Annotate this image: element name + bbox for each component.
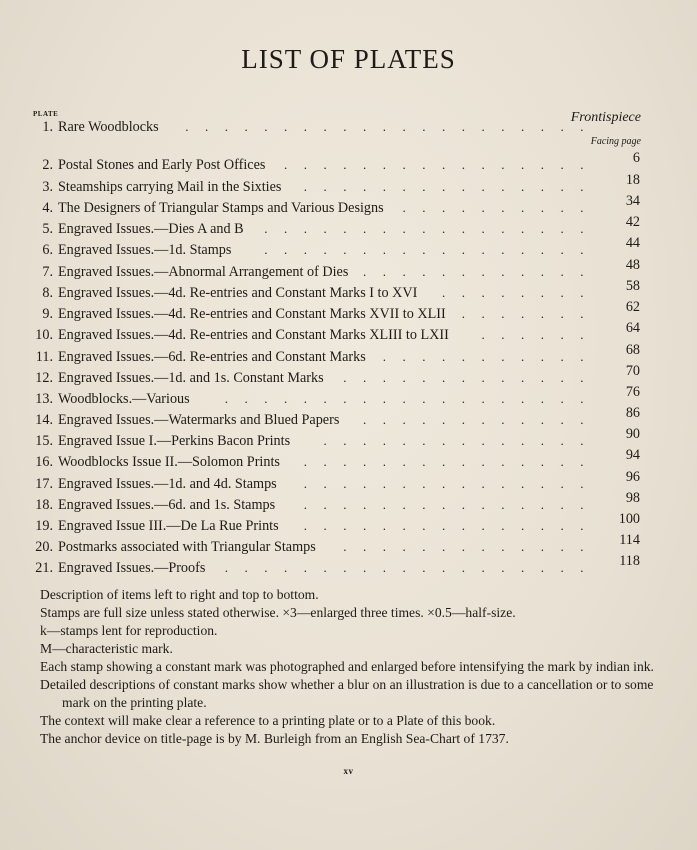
plate-title: Postmarks associated with Triangular Stamps <box>58 539 316 555</box>
plate-entry <box>35 257 640 281</box>
plate-entry <box>35 447 640 471</box>
facing-page-number: 64 <box>625 320 640 336</box>
facing-page-number: 100 <box>618 511 640 527</box>
leader-dots: ................ <box>284 157 600 172</box>
page-title: LIST OF PLATES <box>241 44 456 74</box>
plate-title: Engraved Issues.—Dies A and B <box>58 221 244 237</box>
leader-dots: ............. <box>343 370 600 385</box>
frontispiece-label: Frontispiece <box>570 110 641 125</box>
leader-dots: ............... <box>303 179 600 194</box>
plate-number: 17. <box>35 476 53 492</box>
facing-page-number: 114 <box>619 532 640 548</box>
note-size: Stamps are full size unless stated otherwise. ×3—enlarged three times. ×0.5—half-size. <box>40 605 516 620</box>
leader-dots: ....... <box>461 306 600 321</box>
plate-number: 11. <box>35 349 53 365</box>
facing-page-number: 76 <box>625 384 640 400</box>
plate-number: 5. <box>42 221 53 237</box>
plate-title: Engraved Issues.—6d. Re-entries and Constant Marks <box>58 349 366 365</box>
plate-entry <box>35 214 640 238</box>
plate-title: Woodblocks Issue II.—Solomon Prints <box>58 454 280 470</box>
facing-page-number: 6 <box>632 150 640 166</box>
facing-page-number: 58 <box>625 278 640 294</box>
plate-title: Engraved Issues.—4d. Re-entries and Constant Marks XLIII to LXII <box>58 327 449 343</box>
plate-number: 2. <box>42 157 53 173</box>
plate-number: 10. <box>35 327 53 343</box>
plate-entry <box>35 426 640 450</box>
plate-title: Rare Woodblocks <box>58 119 159 135</box>
plate-entry <box>35 384 640 408</box>
plate-entry <box>35 511 640 535</box>
facing-page-number: 90 <box>625 426 640 442</box>
plate-number: 4. <box>42 200 53 216</box>
note-description: Description of items left to right and top to bottom. <box>40 587 319 602</box>
note-constant-mark: Each stamp showing a constant mark was photographed and enlarged before intensifying the mark by indian ink. <box>40 659 654 674</box>
notes-section <box>40 586 660 748</box>
facing-page-number: 62 <box>625 299 640 315</box>
leader-dots: ............. <box>343 539 600 554</box>
leader-dots: ........... <box>382 349 600 364</box>
plate-title: Engraved Issues.—Abnormal Arrangement of Dies <box>58 264 349 280</box>
note-context: The context will make clear a reference to a printing plate or to a Plate of this book. <box>40 713 496 728</box>
plate-entry <box>35 553 640 577</box>
leader-dots: ............... <box>303 518 600 533</box>
plate-title: Engraved Issues.—1d. and 4d. Stamps <box>58 476 277 492</box>
note-detailed: Detailed descriptions of constant marks show whether a blur on an illustration is due to a cancellation or to some mark on the printing plate. <box>40 677 654 710</box>
plate-title: Steamships carrying Mail in the Sixties <box>58 179 282 195</box>
plate-title: Postal Stones and Early Post Offices <box>58 157 266 173</box>
plate-entry <box>35 278 640 302</box>
leader-dots: .......... <box>402 200 600 215</box>
plate-title: Engraved Issues.—Watermarks and Blued Papers <box>58 412 340 428</box>
plate-column-header: PLATE <box>33 110 59 118</box>
facing-page-number: 42 <box>625 214 640 230</box>
plate-entry <box>35 320 640 344</box>
plate-number: 21. <box>35 560 53 576</box>
plate-number: 7. <box>42 264 53 280</box>
plate-number: 19. <box>35 518 53 534</box>
plate-number: 20. <box>35 539 53 555</box>
plate-title: Engraved Issue I.—Perkins Bacon Prints <box>58 433 291 449</box>
facing-page-number: 18 <box>625 172 640 188</box>
note-m: M—characteristic mark. <box>40 641 173 656</box>
leader-dots: ............... <box>303 497 600 512</box>
facing-page-number: 86 <box>625 405 640 421</box>
plate-title: Engraved Issue III.—De La Rue Prints <box>58 518 279 534</box>
plate-number: 15. <box>35 433 53 449</box>
note-anchor: The anchor device on title-page is by M. Burleigh from an English Sea-Chart of 1737. <box>40 731 509 746</box>
plate-title: Engraved Issues.—4d. Re-entries and Constant Marks I to XVI <box>58 285 418 301</box>
plate-title: Woodblocks.—Various <box>58 391 190 407</box>
plate-number: 9. <box>42 306 53 322</box>
plate-number: 8. <box>42 285 53 301</box>
plate-entry <box>35 342 640 366</box>
leader-dots: ............... <box>303 454 600 469</box>
leader-dots: ..................... <box>185 119 600 134</box>
plate-entry <box>35 469 640 493</box>
plate-entry <box>35 235 640 259</box>
facing-page-number: 96 <box>625 469 640 485</box>
plate-entry <box>35 532 640 556</box>
plate-number: 3. <box>42 179 53 195</box>
plate-entry <box>35 118 640 136</box>
leader-dots: ............... <box>303 476 600 491</box>
leader-dots: ............ <box>363 412 600 427</box>
plate-number: 16. <box>35 454 53 470</box>
plate-number: 12. <box>35 370 53 386</box>
leader-dots: ...... <box>481 327 600 342</box>
plate-number: 14. <box>35 412 53 428</box>
plate-entry <box>35 299 640 323</box>
plate-number: 13. <box>35 391 53 407</box>
note-k: k—stamps lent for reproduction. <box>40 623 218 638</box>
plate-entry <box>35 490 640 514</box>
plate-number: 18. <box>35 497 53 513</box>
plate-title: The Designers of Triangular Stamps and Various Designs <box>58 200 384 216</box>
page-number: xv <box>343 766 354 776</box>
facing-page-number: 48 <box>625 257 640 273</box>
leader-dots: ........ <box>442 285 600 300</box>
leader-dots: ............ <box>363 264 600 279</box>
plate-number: 6. <box>42 242 53 258</box>
leader-dots: ................. <box>264 242 600 257</box>
facing-page-number: 94 <box>625 447 640 463</box>
plate-title: Engraved Issues.—1d. Stamps <box>58 242 232 258</box>
facing-page-number: 68 <box>625 342 640 358</box>
plate-entry <box>35 172 640 196</box>
facing-page-number: 34 <box>625 193 640 209</box>
plate-title: Engraved Issues.—Proofs <box>58 560 206 576</box>
plate-entry <box>35 150 640 174</box>
facing-page-number: 118 <box>619 553 640 569</box>
facing-page-label: Facing page <box>590 136 641 147</box>
plate-entry <box>35 405 640 429</box>
plate-entry <box>35 193 640 217</box>
leader-dots: ................... <box>224 391 600 406</box>
plate-title: Engraved Issues.—1d. and 1s. Constant Marks <box>58 370 324 386</box>
plate-entry <box>35 363 640 387</box>
plate-title: Engraved Issues.—6d. and 1s. Stamps <box>58 497 276 513</box>
leader-dots: ................. <box>264 221 600 236</box>
plate-number: 1. <box>42 119 53 135</box>
leader-dots: ................... <box>224 560 600 575</box>
facing-page-number: 44 <box>625 235 640 251</box>
facing-page-number: 70 <box>625 363 640 379</box>
leader-dots: .............. <box>323 433 600 448</box>
plate-title: Engraved Issues.—4d. Re-entries and Constant Marks XVII to XLII <box>58 306 446 322</box>
facing-page-number: 98 <box>625 490 640 506</box>
